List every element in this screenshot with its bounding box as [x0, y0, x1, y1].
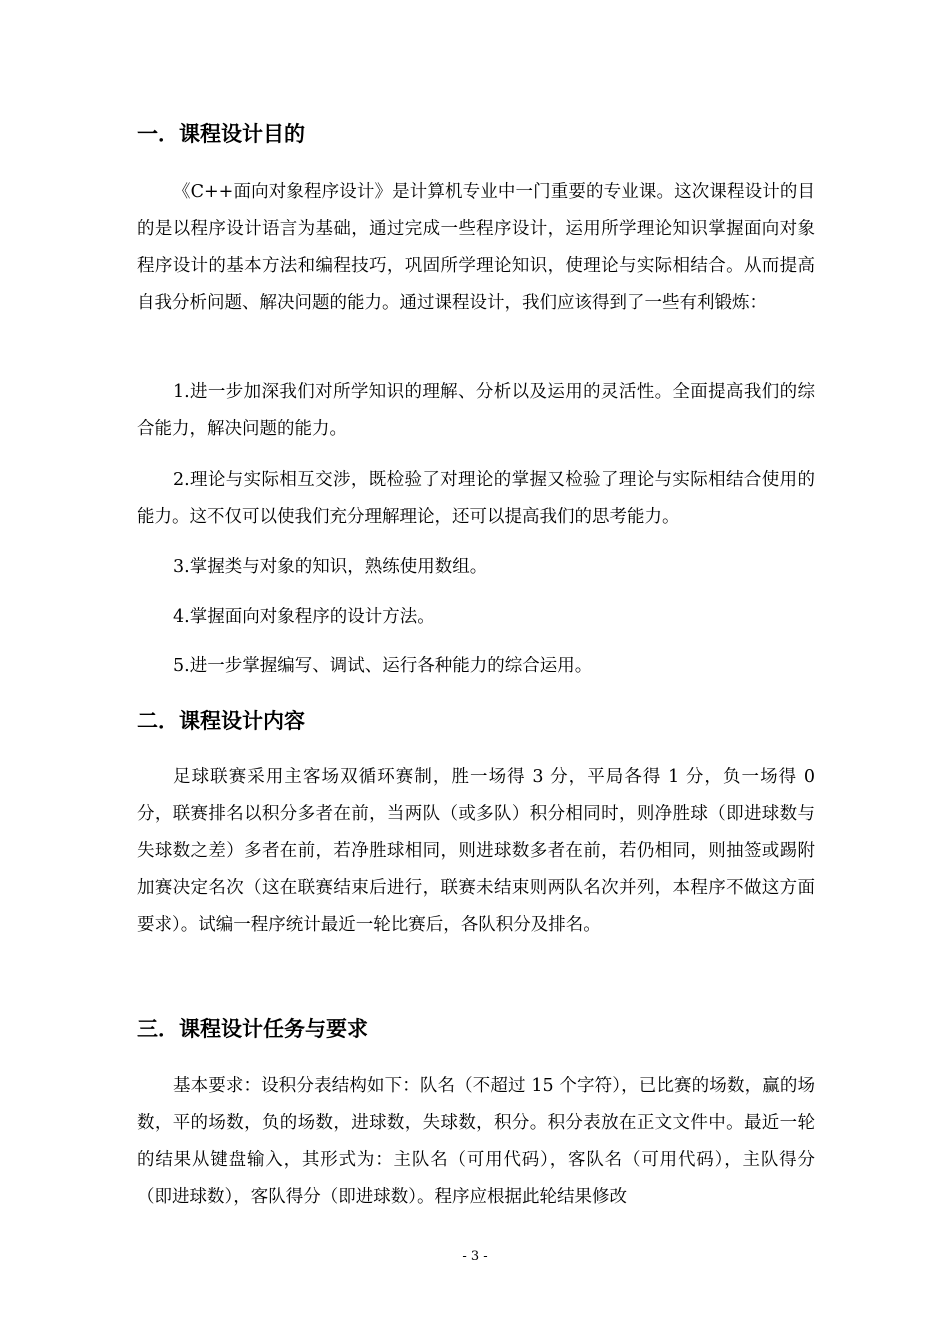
section-1-item-3: 3.掌握类与对象的知识，熟练使用数组。	[173, 557, 488, 577]
section-1-item-4: 4.掌握面向对象程序的设计方法。	[173, 607, 435, 627]
section-1-intro: 《C++面向对象程序设计》是计算机专业中一门重要的专业课。这次课程设计的目的是以程序设计语言为基础，通过完成一些程序设计，运用所学理论知识掌握面向对象程序设计的基本方法和编程技巧，巩固所学理论知识，使理论与实际相结合。从而提高自我分析问题、解决问题的能力。通过课程设计，我们应该得到了一些有利锻炼：	[137, 182, 815, 313]
page-number: - 3 -	[462, 1249, 488, 1264]
section-1-item-5: 5.进一步掌握编写、调试、运行各种能力的综合运用。	[173, 656, 593, 676]
section-3-body: 基本要求：设积分表结构如下：队名（不超过 15 个字符），已比赛的场数，赢的场数，平的场数，负的场数，进球数，失球数，积分。积分表放在正文文件中。最近一轮的结果从键盘输入，其形式为：主队名（可用代码），客队名（可用代码），主队得分（即进球数），客队得分（即进球数）。程序应根据此轮结果修改	[137, 1076, 815, 1207]
section-1-item-1: 1.进一步加深我们对所学知识的理解、分析以及运用的灵活性。全面提高我们的综合能力，解决问题的能力。	[137, 382, 815, 439]
section-heading-2: 二．课程设计内容	[137, 709, 305, 733]
section-1-item-2: 2.理论与实际相互交涉，既检验了对理论的掌握又检验了理论与实际相结合使用的能力。这不仅可以使我们充分理解理论，还可以提高我们的思考能力。	[137, 470, 815, 527]
section-2-body: 足球联赛采用主客场双循环赛制，胜一场得 3 分，平局各得 1 分，负一场得 0 分，联赛排名以积分多者在前，当两队（或多队）积分相同时，则净胜球（即进球数与失球数之差）多者在前，若净胜球相同，则进球数多者在前，若仍相同，则抽签或踢附加赛决定名次（这在联赛结束后进行，联赛未结束则两队名次并列，本程序不做这方面要求）。试编一程序统计最近一轮比赛后，各队积分及排名。	[137, 767, 815, 935]
section-heading-1: 一．课程设计目的	[137, 122, 305, 146]
section-heading-3: 三．课程设计任务与要求	[137, 1017, 368, 1041]
